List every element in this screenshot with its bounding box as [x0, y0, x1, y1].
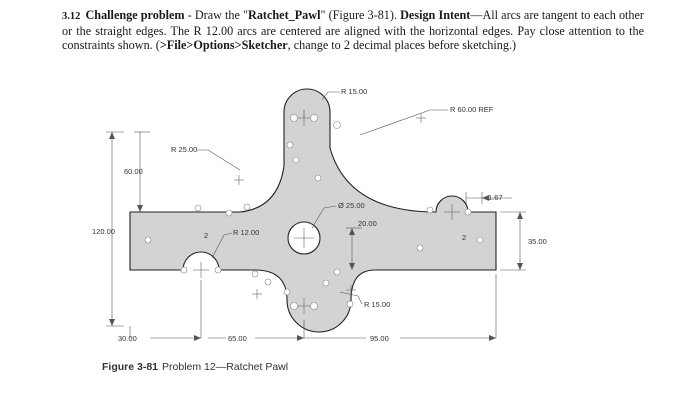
dim-65: 65.00	[228, 334, 247, 343]
figure-number: Figure 3-81	[102, 361, 159, 373]
problem-text-3: —All arcs are tangent to each other or the straight edges. The R 12.00 arcs are centered are aligned with the horizontal edges. Pay close attention to the constraints shown. (	[62, 8, 644, 53]
dim-35: 35.00	[528, 237, 547, 246]
problem-text-4: , change to 2 decimal places before sketching.)	[287, 38, 517, 53]
menu-path: >File>Options>Sketcher	[159, 38, 288, 53]
dim-60: 60.00	[124, 167, 143, 176]
problem-text-2: " (Figure 3-81).	[320, 8, 401, 22]
part-name: Ratchet_Pawl	[248, 8, 321, 22]
dim-r15-bottom: R 15.00	[364, 300, 391, 309]
dim-r25: R 25.00	[171, 145, 198, 154]
dim-120: 120.00	[92, 227, 115, 236]
dim-30: 30.00	[118, 334, 137, 343]
dim-20: 20.00	[358, 219, 377, 228]
constraint-label-right: 2	[462, 233, 467, 242]
dim-1-67: 1.67	[488, 193, 503, 202]
dim-95: 95.00	[370, 334, 389, 343]
dim-r12: R 12.00	[233, 228, 260, 237]
dim-dia25: Ø 25.00	[338, 201, 365, 210]
dim-r60-ref: R 60.00 REF	[450, 105, 494, 114]
problem-lead: Challenge problem	[85, 8, 185, 22]
problem-text-1: - Draw the "	[184, 8, 249, 22]
part-outline	[130, 89, 496, 332]
constraint-label-left: 2	[204, 231, 209, 240]
design-intent-label: Design Intent	[400, 8, 471, 22]
figure-title: Problem 12—Ratchet Pawl	[162, 361, 289, 373]
figure-caption	[102, 361, 288, 373]
problem-number: 3.12	[62, 11, 81, 22]
dim-r15-top: R 15.00	[341, 87, 368, 96]
